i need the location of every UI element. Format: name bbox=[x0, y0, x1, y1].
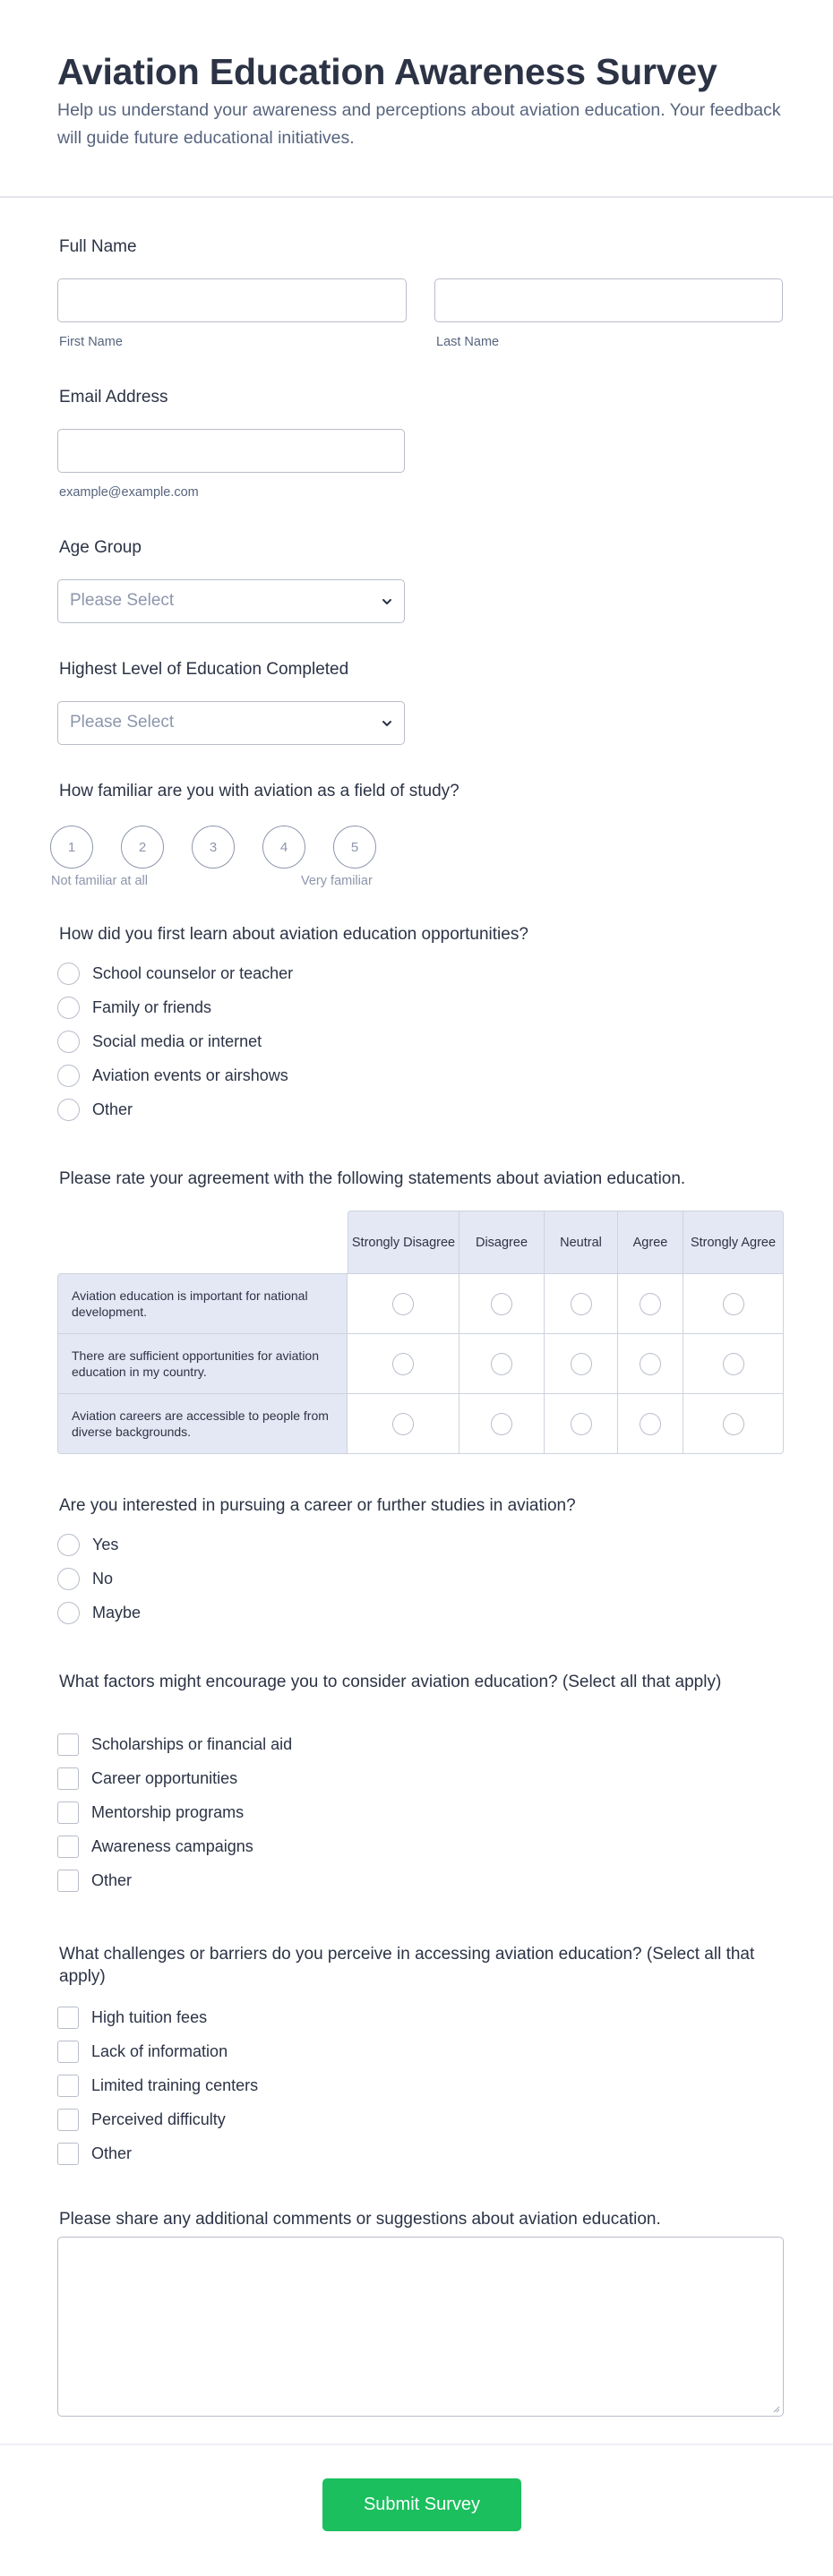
form-header bbox=[0, 0, 833, 198]
matrix-column-header: Agree bbox=[617, 1211, 683, 1274]
survey-form bbox=[0, 198, 833, 2436]
learn-source-option[interactable]: Aviation events or airshows bbox=[57, 1063, 288, 1088]
radio-button[interactable] bbox=[57, 997, 80, 1019]
radio-button[interactable] bbox=[723, 1413, 744, 1435]
checkbox[interactable] bbox=[57, 2143, 79, 2165]
matrix-cell[interactable] bbox=[617, 1393, 683, 1454]
full-name-question bbox=[59, 235, 783, 258]
age-group-selected: Please Select bbox=[70, 591, 175, 610]
scale-option-4[interactable]: 4 bbox=[262, 826, 305, 869]
scale-low-label: Not familiar at all bbox=[51, 874, 148, 888]
radio-button[interactable] bbox=[57, 1031, 80, 1053]
education-select[interactable] bbox=[57, 701, 405, 745]
interest-option-maybe[interactable]: Maybe bbox=[57, 1600, 141, 1625]
matrix-row-label: Aviation education is important for national development. bbox=[57, 1273, 348, 1334]
scale-option-3[interactable]: 3 bbox=[192, 826, 235, 869]
resize-handle-icon[interactable] bbox=[771, 2404, 780, 2413]
barriers-option[interactable]: Lack of information bbox=[57, 2039, 228, 2064]
scale-option-2[interactable]: 2 bbox=[121, 826, 164, 869]
agreement-question bbox=[59, 1168, 783, 1190]
barriers-option[interactable]: Perceived difficulty bbox=[57, 2107, 226, 2132]
radio-button[interactable] bbox=[57, 963, 80, 985]
radio-button[interactable] bbox=[491, 1353, 512, 1375]
comments-textarea[interactable] bbox=[57, 2237, 784, 2417]
learn-source-label: How did you first learn about aviation education opportunities? bbox=[59, 925, 528, 944]
radio-button[interactable] bbox=[491, 1413, 512, 1435]
checkbox[interactable] bbox=[57, 2007, 79, 2029]
matrix-column-header: Neutral bbox=[544, 1211, 618, 1274]
page-title: Aviation Education Awareness Survey bbox=[57, 51, 717, 92]
factors-option[interactable]: Career opportunities bbox=[57, 1766, 237, 1791]
radio-button[interactable] bbox=[57, 1568, 80, 1590]
radio-button[interactable] bbox=[571, 1413, 592, 1435]
factors-option[interactable]: Awareness campaigns bbox=[57, 1834, 253, 1859]
matrix-cell[interactable] bbox=[544, 1393, 618, 1454]
learn-source-option[interactable]: Other bbox=[57, 1097, 133, 1122]
matrix-cell[interactable] bbox=[347, 1333, 459, 1394]
scale-option-5[interactable]: 5 bbox=[333, 826, 376, 869]
radio-button[interactable] bbox=[723, 1353, 744, 1375]
interest-label: Are you interested in pursuing a career or further studies in aviation? bbox=[59, 1496, 576, 1515]
matrix-cell[interactable] bbox=[683, 1333, 784, 1394]
first-name-input[interactable] bbox=[57, 278, 407, 322]
first-name-sublabel: First Name bbox=[59, 335, 123, 349]
matrix-cell[interactable] bbox=[544, 1333, 618, 1394]
matrix-cell[interactable] bbox=[683, 1273, 784, 1334]
matrix-cell[interactable] bbox=[459, 1273, 545, 1334]
email-question bbox=[59, 386, 783, 408]
interest-option-no[interactable]: No bbox=[57, 1566, 113, 1591]
familiarity-label: How familiar are you with aviation as a field of study? bbox=[59, 782, 459, 800]
barriers-option[interactable]: Other bbox=[57, 2141, 132, 2166]
submit-survey-button[interactable]: Submit Survey bbox=[322, 2478, 521, 2531]
learn-source-option[interactable]: Family or friends bbox=[57, 995, 211, 1020]
checkbox[interactable] bbox=[57, 1767, 79, 1790]
comments-question bbox=[59, 2208, 783, 2230]
matrix-cell[interactable] bbox=[683, 1393, 784, 1454]
matrix-cell[interactable] bbox=[347, 1273, 459, 1334]
email-sublabel: example@example.com bbox=[59, 485, 199, 500]
email-label: Email Address bbox=[59, 388, 168, 407]
education-question bbox=[59, 658, 783, 680]
radio-button[interactable] bbox=[392, 1293, 414, 1315]
radio-button[interactable] bbox=[640, 1353, 661, 1375]
matrix-cell[interactable] bbox=[617, 1273, 683, 1334]
scale-option-1[interactable]: 1 bbox=[50, 826, 93, 869]
chevron-down-icon bbox=[381, 595, 393, 608]
age-group-select[interactable] bbox=[57, 579, 405, 623]
radio-button[interactable] bbox=[723, 1293, 744, 1315]
chevron-down-icon bbox=[381, 717, 393, 730]
interest-option-yes[interactable]: Yes bbox=[57, 1532, 118, 1557]
radio-button[interactable] bbox=[57, 1065, 80, 1087]
email-input[interactable] bbox=[57, 429, 405, 473]
last-name-input[interactable] bbox=[434, 278, 783, 322]
age-group-question bbox=[59, 536, 783, 559]
learn-source-option[interactable]: Social media or internet bbox=[57, 1029, 262, 1054]
checkbox[interactable] bbox=[57, 1836, 79, 1858]
radio-button[interactable] bbox=[57, 1534, 80, 1556]
interest-question bbox=[59, 1494, 783, 1517]
checkbox[interactable] bbox=[57, 1733, 79, 1756]
learn-source-option[interactable]: School counselor or teacher bbox=[57, 961, 293, 986]
factors-option[interactable]: Scholarships or financial aid bbox=[57, 1732, 292, 1757]
education-label: Highest Level of Education Completed bbox=[59, 660, 349, 679]
last-name-sublabel: Last Name bbox=[436, 335, 500, 349]
checkbox[interactable] bbox=[57, 2041, 79, 2063]
barriers-label: What challenges or barriers do you perceive in accessing aviation education? (Select all that apply) bbox=[59, 1945, 755, 1986]
matrix-column-header: Strongly Agree bbox=[683, 1211, 784, 1274]
radio-button[interactable] bbox=[640, 1293, 661, 1315]
checkbox[interactable] bbox=[57, 2109, 79, 2131]
radio-button[interactable] bbox=[571, 1353, 592, 1375]
matrix-row-label: Aviation careers are accessible to people from diverse backgrounds. bbox=[57, 1393, 348, 1454]
barriers-option[interactable]: High tuition fees bbox=[57, 2005, 207, 2030]
matrix-column-header: Disagree bbox=[459, 1211, 545, 1274]
radio-button[interactable] bbox=[57, 1602, 80, 1624]
factors-question bbox=[59, 1671, 783, 1693]
factors-label: What factors might encourage you to consider aviation education? (Select all that apply) bbox=[59, 1673, 722, 1691]
matrix-cell[interactable] bbox=[347, 1393, 459, 1454]
footer-divider bbox=[0, 2443, 833, 2445]
checkbox[interactable] bbox=[57, 1801, 79, 1824]
comments-label: Please share any additional comments or suggestions about aviation education. bbox=[59, 2210, 661, 2229]
barriers-question bbox=[59, 1943, 783, 1988]
matrix-cell[interactable] bbox=[459, 1333, 545, 1394]
familiarity-question bbox=[59, 780, 783, 802]
radio-button[interactable] bbox=[57, 1099, 80, 1121]
full-name-label: Full Name bbox=[59, 237, 137, 256]
radio-button[interactable] bbox=[392, 1413, 414, 1435]
scale-high-label: Very familiar bbox=[301, 874, 373, 888]
checkbox[interactable] bbox=[57, 1870, 79, 1892]
checkbox[interactable] bbox=[57, 2075, 79, 2097]
matrix-cell[interactable] bbox=[544, 1273, 618, 1334]
radio-button[interactable] bbox=[571, 1293, 592, 1315]
matrix-cell[interactable] bbox=[617, 1333, 683, 1394]
radio-button[interactable] bbox=[491, 1293, 512, 1315]
barriers-option[interactable]: Limited training centers bbox=[57, 2073, 258, 2098]
matrix-column-header: Strongly Disagree bbox=[348, 1211, 459, 1274]
matrix-row-label: There are sufficient opportunities for aviation education in my country. bbox=[57, 1333, 348, 1394]
factors-option[interactable]: Mentorship programs bbox=[57, 1800, 244, 1825]
radio-button[interactable] bbox=[640, 1413, 661, 1435]
page-subtitle: Help us understand your awareness and perceptions about aviation education. Your feedback will guide future educational initiatives. bbox=[57, 100, 781, 148]
education-selected: Please Select bbox=[70, 713, 175, 732]
agreement-label: Please rate your agreement with the following statements about aviation education. bbox=[59, 1169, 686, 1188]
matrix-cell[interactable] bbox=[459, 1393, 545, 1454]
learn-source-question bbox=[59, 923, 783, 946]
radio-button[interactable] bbox=[392, 1353, 414, 1375]
age-group-label: Age Group bbox=[59, 538, 142, 557]
factors-option[interactable]: Other bbox=[57, 1868, 132, 1893]
